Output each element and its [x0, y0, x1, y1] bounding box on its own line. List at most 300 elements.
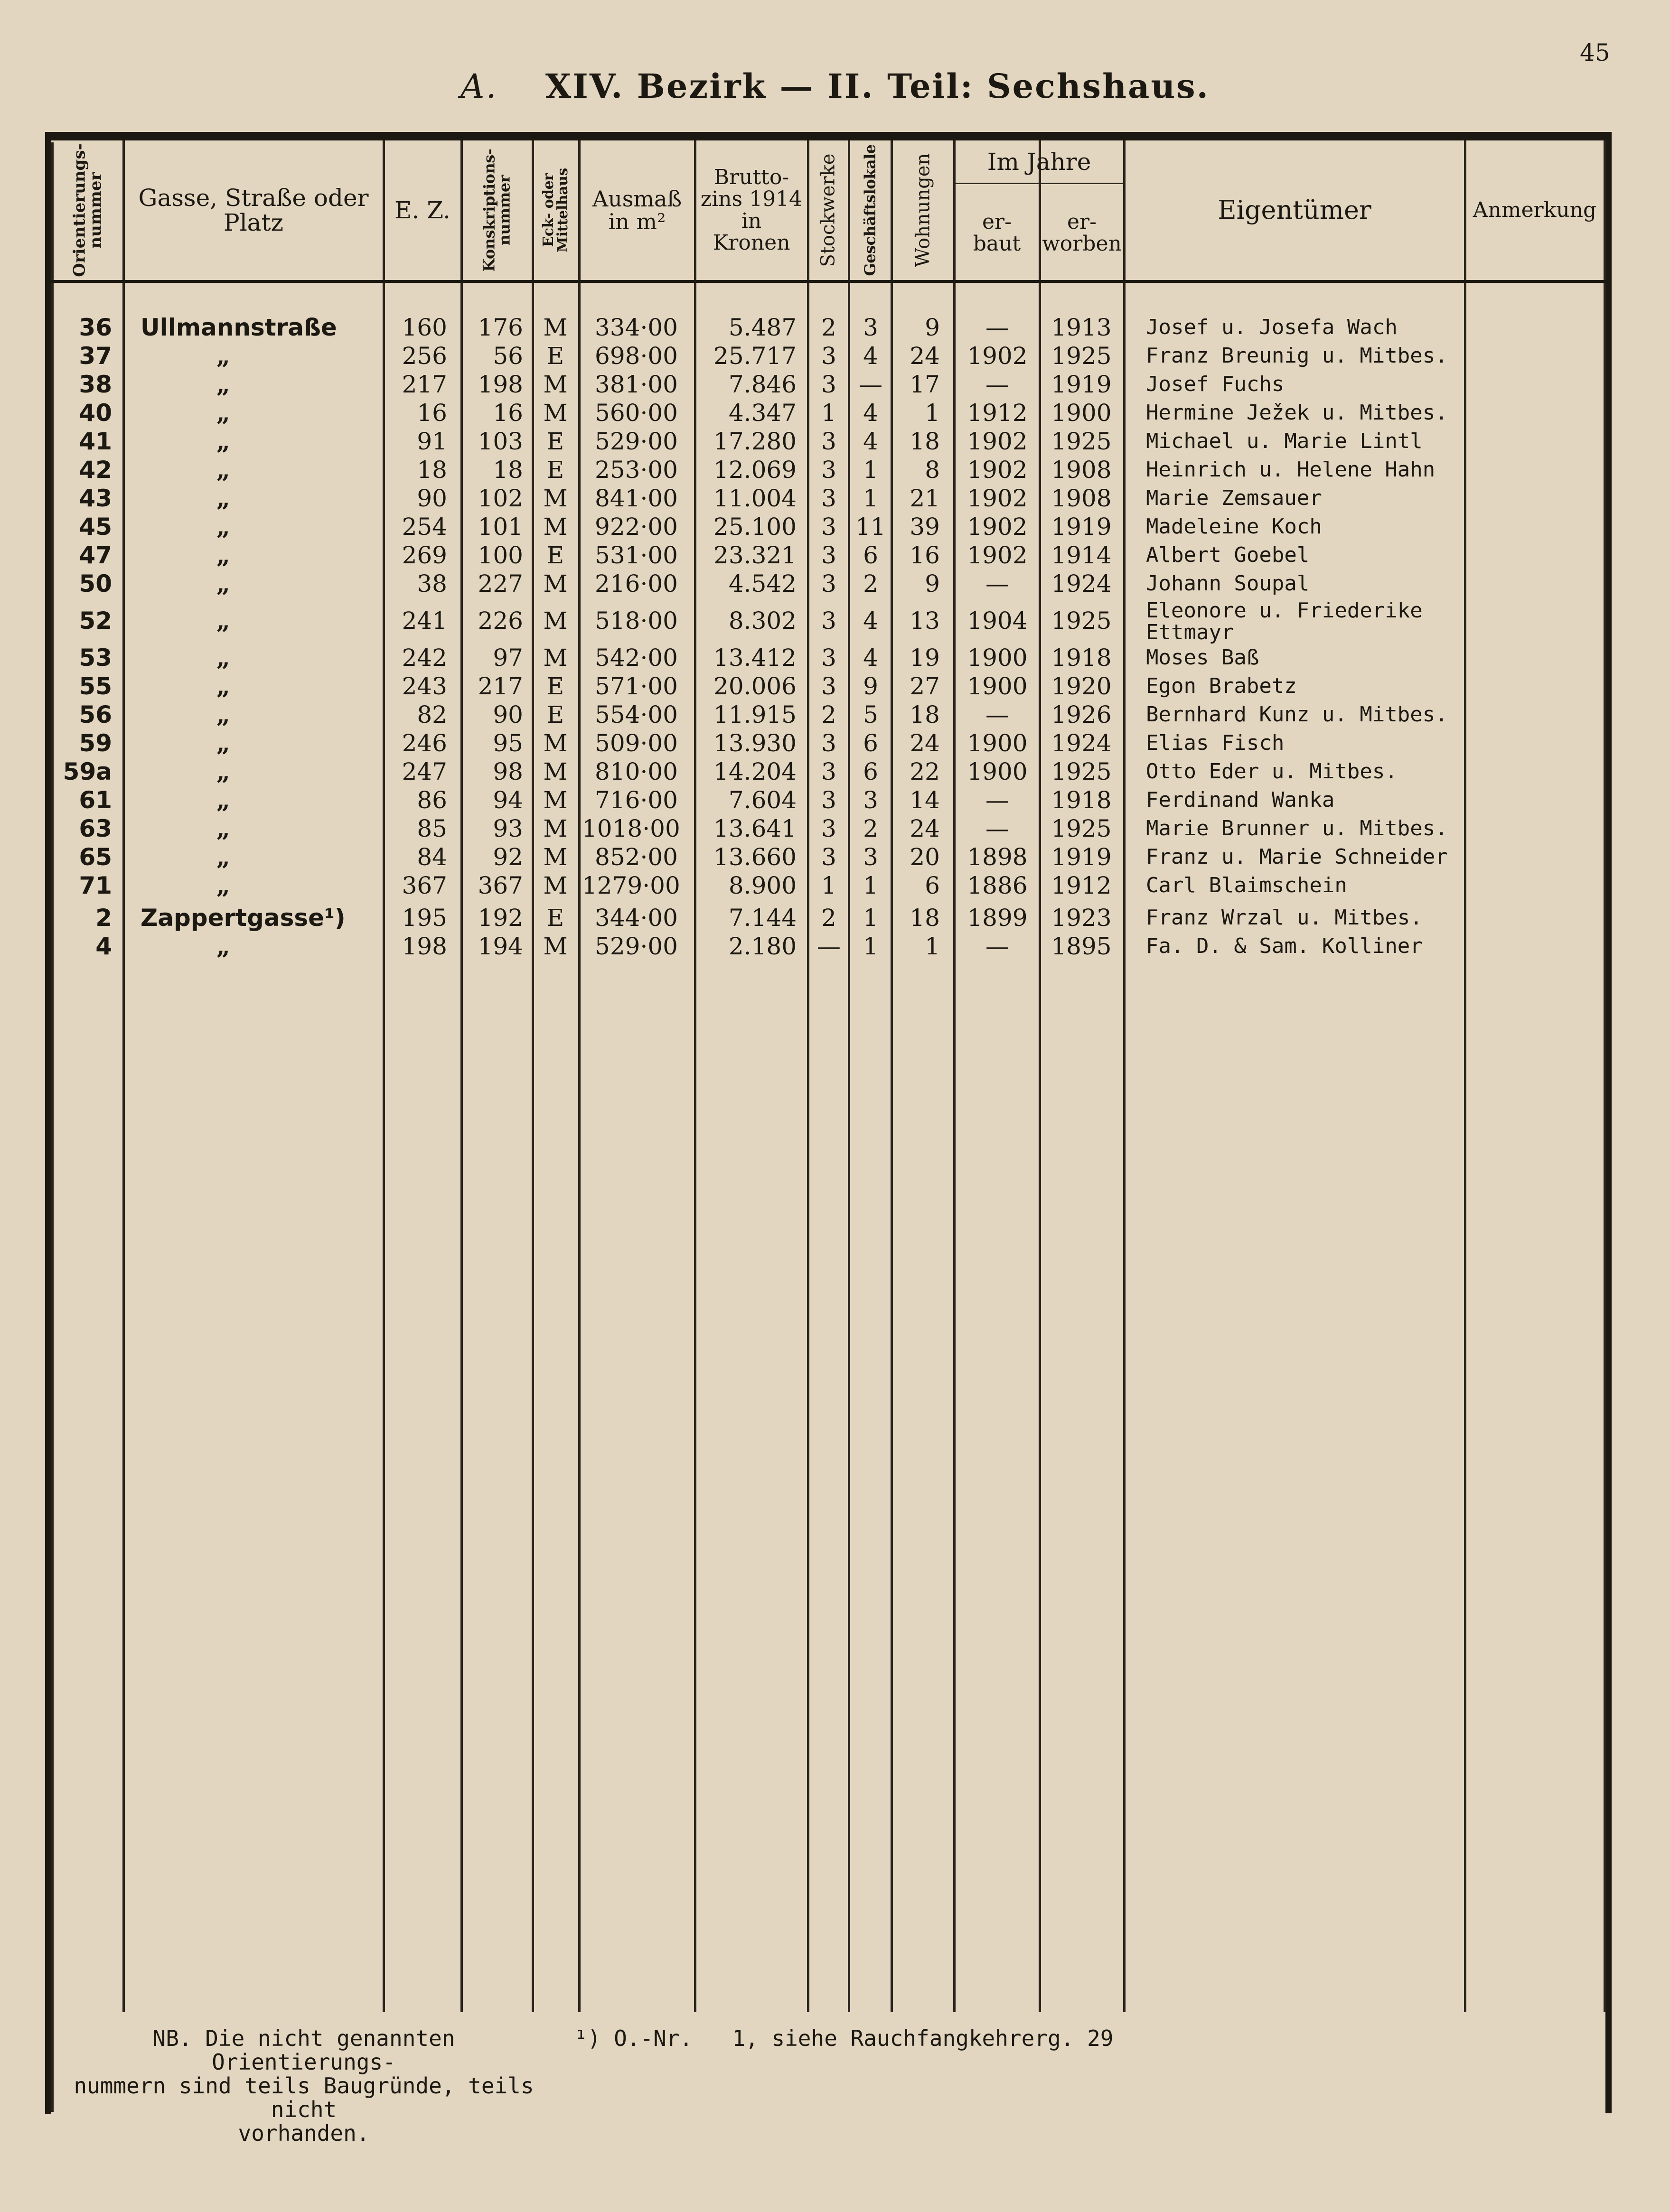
- cell-ez: 247: [402, 758, 447, 785]
- cell-kn: 56: [493, 342, 523, 370]
- cell-zins: 25.717: [713, 342, 797, 370]
- cell-erbaut: 1886: [967, 872, 1028, 899]
- cell-erbaut: 1902: [967, 456, 1028, 484]
- table-row: [0, 342, 1670, 370]
- cell-erbaut: 1902: [967, 485, 1028, 512]
- cell-onr: 4: [95, 933, 112, 960]
- cell-kn: 93: [493, 815, 523, 842]
- cell-wo: 19: [910, 644, 940, 672]
- cell-area: 216·00: [595, 570, 678, 597]
- table-row: [0, 814, 1670, 843]
- cell-wo: 13: [910, 607, 940, 635]
- cell-ez: 90: [417, 485, 447, 512]
- cell-area: 542·00: [595, 644, 678, 672]
- cell-area: 922·00: [595, 513, 678, 541]
- cell-st: —: [817, 933, 841, 960]
- cell-street: „: [216, 871, 230, 899]
- cell-gl: 1: [863, 456, 878, 484]
- cell-area: 841·00: [595, 485, 678, 512]
- cell-erworben: 1925: [1051, 758, 1112, 785]
- cell-em: M: [543, 314, 568, 341]
- cell-kn: 95: [493, 729, 523, 757]
- cell-kn: 217: [478, 672, 523, 700]
- cell-owner: Albert Goebel: [1146, 543, 1310, 567]
- cell-owner: Ferdinand Wanka: [1146, 788, 1335, 812]
- cell-erworben: 1913: [1051, 314, 1112, 341]
- cell-st: 3: [821, 342, 836, 370]
- cell-erbaut: 1898: [967, 843, 1028, 871]
- cell-kn: 98: [493, 758, 523, 785]
- cell-zins: 11.915: [713, 701, 797, 728]
- cell-erbaut: —: [985, 815, 1009, 842]
- cell-st: 1: [821, 872, 836, 899]
- cell-wo: 18: [910, 904, 940, 932]
- cell-onr: 43: [79, 485, 112, 512]
- cell-em: M: [543, 570, 568, 597]
- cell-ez: 91: [417, 428, 447, 455]
- cell-zins: 5.487: [728, 314, 797, 341]
- cell-owner: Marie Brunner u. Mitbes.: [1146, 816, 1448, 840]
- cell-erworben: 1925: [1051, 342, 1112, 370]
- cell-area: 531·00: [595, 541, 678, 569]
- cell-street: „: [216, 484, 230, 512]
- header-bruttozins: Brutto- zins 1914 in Kronen: [700, 165, 803, 255]
- cell-onr: 45: [79, 513, 112, 541]
- cell-kn: 97: [493, 644, 523, 672]
- cell-owner: Franz u. Marie Schneider: [1146, 845, 1448, 869]
- cell-street: „: [216, 757, 230, 785]
- cell-owner: Carl Blaimschein: [1146, 873, 1347, 897]
- page-title: [0, 66, 1670, 106]
- cell-em: E: [546, 456, 564, 484]
- cell-erbaut: 1902: [967, 513, 1028, 541]
- cell-gl: 3: [863, 786, 878, 814]
- cell-zins: 4.542: [728, 570, 797, 597]
- table-row: [0, 427, 1670, 456]
- cell-em: M: [543, 607, 568, 635]
- cell-area: 716·00: [595, 786, 678, 814]
- footnote-ref: ¹) O.-Nr. 1, siehe Rauchfangkehrerg. 29: [574, 2025, 1114, 2051]
- table-row: [0, 598, 1670, 644]
- cell-st: 3: [821, 485, 836, 512]
- table-row: [0, 932, 1670, 961]
- cell-erworben: 1925: [1051, 607, 1112, 635]
- cell-gl: 6: [863, 758, 878, 785]
- table-row: [0, 370, 1670, 399]
- cell-wo: 21: [910, 485, 940, 512]
- cell-onr: 56: [79, 701, 112, 728]
- cell-owner: Franz Wrzal u. Mitbes.: [1146, 905, 1423, 930]
- cell-wo: 18: [910, 701, 940, 728]
- cell-erbaut: —: [985, 933, 1009, 960]
- cell-gl: 11: [855, 513, 886, 541]
- cell-ez: 82: [417, 701, 447, 728]
- cell-onr: 40: [79, 399, 112, 427]
- cell-ez: 269: [402, 541, 447, 569]
- cell-erbaut: 1902: [967, 342, 1028, 370]
- cell-ez: 160: [402, 314, 447, 341]
- cell-erworben: 1925: [1051, 815, 1112, 842]
- cell-erbaut: 1899: [967, 904, 1028, 932]
- cell-zins: 13.641: [713, 815, 797, 842]
- table-row: [0, 871, 1670, 900]
- header-bottom-line: [51, 280, 1608, 283]
- cell-zins: 14.204: [713, 758, 797, 785]
- cell-kn: 16: [493, 399, 523, 427]
- cell-em: M: [543, 371, 568, 398]
- cell-ez: 246: [402, 729, 447, 757]
- cell-owner: Marie Zemsauer: [1146, 486, 1322, 510]
- header-eck-mittelhaus: Eck- oder Mittelhaus: [540, 168, 572, 252]
- cell-area: 509·00: [595, 729, 678, 757]
- cell-erworben: 1908: [1051, 485, 1112, 512]
- cell-zins: 2.180: [728, 933, 797, 960]
- cell-st: 3: [821, 758, 836, 785]
- cell-erbaut: —: [985, 786, 1009, 814]
- cell-wo: 14: [910, 786, 940, 814]
- cell-onr: 41: [79, 428, 112, 455]
- cell-st: 1: [821, 399, 836, 427]
- cell-kn: 194: [478, 933, 523, 960]
- cell-st: 3: [821, 672, 836, 700]
- table-row: [0, 729, 1670, 757]
- table-row: [0, 456, 1670, 484]
- cell-ez: 243: [402, 672, 447, 700]
- header-erbaut: er- baut: [973, 209, 1021, 256]
- cell-zins: 13.412: [713, 644, 797, 672]
- cell-wo: 9: [925, 570, 940, 597]
- cell-kn: 92: [493, 843, 523, 871]
- cell-zins: 23.321: [713, 541, 797, 569]
- cell-erbaut: —: [985, 570, 1009, 597]
- cell-ez: 18: [417, 456, 447, 484]
- cell-st: 3: [821, 786, 836, 814]
- cell-wo: 24: [910, 729, 940, 757]
- cell-em: M: [543, 399, 568, 427]
- cell-zins: 17.280: [713, 428, 797, 455]
- cell-gl: 4: [863, 428, 878, 455]
- cell-ez: 86: [417, 786, 447, 814]
- cell-area: 554·00: [595, 701, 678, 728]
- cell-zins: 13.660: [713, 843, 797, 871]
- cell-onr: 36: [79, 314, 112, 341]
- cell-onr: 47: [79, 541, 112, 569]
- cell-area: 529·00: [595, 428, 678, 455]
- cell-gl: 4: [863, 644, 878, 672]
- cell-onr: 38: [79, 371, 112, 398]
- cell-em: E: [546, 428, 564, 455]
- cell-street: „: [216, 342, 230, 370]
- cell-gl: —: [859, 371, 882, 398]
- cell-gl: 6: [863, 541, 878, 569]
- cell-gl: 4: [863, 342, 878, 370]
- cell-st: 3: [821, 541, 836, 569]
- cell-area: 529·00: [595, 933, 678, 960]
- header-wohnungen: Wohnungen: [912, 153, 934, 268]
- cell-kn: 18: [493, 456, 523, 484]
- cell-ez: 38: [417, 570, 447, 597]
- cell-wo: 9: [925, 314, 940, 341]
- cell-onr: 63: [79, 815, 112, 842]
- title-text: XIV. Bezirk — II. Teil: Sechshaus.: [545, 66, 1210, 106]
- cell-gl: 2: [863, 570, 878, 597]
- cell-wo: 17: [910, 371, 940, 398]
- cell-area: 381·00: [595, 371, 678, 398]
- cell-onr: 55: [79, 672, 112, 700]
- cell-zins: 13.930: [713, 729, 797, 757]
- cell-em: M: [543, 513, 568, 541]
- table-row: [0, 513, 1670, 541]
- table-row: [0, 399, 1670, 427]
- cell-street: „: [216, 700, 230, 728]
- cell-st: 2: [821, 904, 836, 932]
- header-ausmass: Ausmaß in m²: [592, 186, 682, 234]
- cell-ez: 198: [402, 933, 447, 960]
- cell-wo: 22: [910, 758, 940, 785]
- cell-ez: 254: [402, 513, 447, 541]
- cell-zins: 12.069: [713, 456, 797, 484]
- cell-ez: 16: [417, 399, 447, 427]
- cell-st: 2: [821, 314, 836, 341]
- cell-kn: 103: [478, 428, 523, 455]
- table-row: [0, 672, 1670, 700]
- cell-kn: 94: [493, 786, 523, 814]
- table-row: [0, 541, 1670, 569]
- cell-street: „: [216, 644, 230, 672]
- cell-kn: 367: [478, 872, 523, 899]
- cell-erworben: 1919: [1051, 371, 1112, 398]
- cell-erworben: 1895: [1051, 933, 1112, 960]
- cell-street: „: [216, 427, 230, 455]
- frame-bottom-edge: [45, 2012, 51, 2114]
- cell-street: „: [216, 513, 230, 541]
- cell-erbaut: 1900: [967, 729, 1028, 757]
- cell-kn: 176: [478, 314, 523, 341]
- cell-wo: 18: [910, 428, 940, 455]
- cell-street: „: [216, 607, 230, 635]
- header-im-jahre: Im Jahre: [987, 148, 1091, 176]
- header-stockwerke: Stockwerke: [817, 153, 840, 267]
- cell-owner: Johann Soupal: [1146, 571, 1310, 596]
- cell-kn: 192: [478, 904, 523, 932]
- cell-zins: 8.900: [728, 872, 797, 899]
- cell-owner: Franz Breunig u. Mitbes.: [1146, 344, 1448, 368]
- cell-gl: 1: [863, 904, 878, 932]
- cell-street: „: [216, 456, 230, 484]
- cell-ez: 256: [402, 342, 447, 370]
- cell-gl: 5: [863, 701, 878, 728]
- cell-erworben: 1925: [1051, 428, 1112, 455]
- cell-ez: 367: [402, 872, 447, 899]
- cell-erbaut: 1902: [967, 541, 1028, 569]
- header-ez: E. Z.: [394, 196, 451, 224]
- cell-area: 810·00: [595, 758, 678, 785]
- cell-gl: 4: [863, 399, 878, 427]
- cell-st: 3: [821, 729, 836, 757]
- cell-wo: 24: [910, 342, 940, 370]
- cell-st: 3: [821, 456, 836, 484]
- cell-owner: Otto Eder u. Mitbes.: [1146, 759, 1398, 784]
- cell-wo: 1: [925, 399, 940, 427]
- cell-owner: Madeleine Koch: [1146, 514, 1322, 539]
- cell-st: 3: [821, 371, 836, 398]
- cell-erworben: 1924: [1051, 729, 1112, 757]
- cell-wo: 27: [910, 672, 940, 700]
- cell-erworben: 1912: [1051, 872, 1112, 899]
- header-geschaeftslokale: Geschäftslokale: [861, 144, 880, 276]
- cell-street: Ullmannstraße: [141, 314, 337, 341]
- cell-st: 3: [821, 644, 836, 672]
- cell-zins: 7.604: [728, 786, 797, 814]
- cell-st: 2: [821, 701, 836, 728]
- cell-street: „: [216, 569, 230, 597]
- cell-erbaut: 1900: [967, 644, 1028, 672]
- cell-st: 3: [821, 815, 836, 842]
- cell-kn: 102: [478, 485, 523, 512]
- cell-erbaut: 1900: [967, 672, 1028, 700]
- table-row: [0, 843, 1670, 871]
- cell-kn: 101: [478, 513, 523, 541]
- section-label: A.: [460, 67, 498, 106]
- cell-erworben: 1908: [1051, 456, 1112, 484]
- cell-erworben: 1918: [1051, 786, 1112, 814]
- cell-em: E: [546, 904, 564, 932]
- table-row: [0, 313, 1670, 342]
- cell-street: „: [216, 814, 230, 842]
- cell-ez: 217: [402, 371, 447, 398]
- header-erworben: er- worben: [1042, 209, 1122, 256]
- cell-gl: 1: [863, 485, 878, 512]
- cell-gl: 2: [863, 815, 878, 842]
- cell-ez: 241: [402, 607, 447, 635]
- cell-ez: 85: [417, 815, 447, 842]
- cell-st: 3: [821, 513, 836, 541]
- cell-kn: 100: [478, 541, 523, 569]
- cell-area: 253·00: [595, 456, 678, 484]
- header-orientierungsnummer: Orientierungs- nummer: [70, 143, 105, 277]
- cell-zins: 11.004: [713, 485, 797, 512]
- cell-area: 1018·00: [582, 815, 680, 842]
- cell-erbaut: —: [985, 371, 1009, 398]
- cell-street: „: [216, 370, 230, 398]
- cell-erworben: 1914: [1051, 541, 1112, 569]
- cell-onr: 65: [79, 843, 112, 871]
- cell-gl: 9: [863, 672, 878, 700]
- cell-em: M: [543, 872, 568, 899]
- cell-gl: 6: [863, 729, 878, 757]
- cell-em: E: [546, 541, 564, 569]
- footnote-nb: NB. Die nicht genannten Orientierungs- nummern sind teils Baugründe, teils nicht vorhanden.: [74, 2025, 534, 2146]
- cell-kn: 198: [478, 371, 523, 398]
- cell-onr: 37: [79, 342, 112, 370]
- cell-zins: 4.347: [728, 399, 797, 427]
- cell-em: M: [543, 933, 568, 960]
- cell-erworben: 1919: [1051, 513, 1112, 541]
- cell-st: 3: [821, 428, 836, 455]
- cell-owner: Moses Baß: [1146, 645, 1259, 670]
- table-row: [0, 484, 1670, 513]
- cell-onr: 52: [79, 607, 112, 635]
- cell-area: 852·00: [595, 843, 678, 871]
- cell-owner: Bernhard Kunz u. Mitbes.: [1146, 702, 1448, 727]
- cell-em: M: [543, 786, 568, 814]
- cell-gl: 3: [863, 843, 878, 871]
- cell-erworben: 1918: [1051, 644, 1112, 672]
- cell-wo: 20: [910, 843, 940, 871]
- cell-em: M: [543, 758, 568, 785]
- cell-owner: Josef u. Josefa Wach: [1146, 315, 1398, 339]
- cell-erbaut: —: [985, 314, 1009, 341]
- cell-erworben: 1919: [1051, 843, 1112, 871]
- cell-em: M: [543, 843, 568, 871]
- cell-ez: 242: [402, 644, 447, 672]
- cell-street: „: [216, 672, 230, 700]
- cell-kn: 227: [478, 570, 523, 597]
- cell-gl: 3: [863, 314, 878, 341]
- cell-onr: 2: [95, 904, 112, 932]
- cell-erworben: 1923: [1051, 904, 1112, 932]
- cell-kn: 90: [493, 701, 523, 728]
- cell-area: 571·00: [595, 672, 678, 700]
- cell-em: M: [543, 644, 568, 672]
- cell-wo: 24: [910, 815, 940, 842]
- cell-street: „: [216, 729, 230, 757]
- header-konskriptionsnummer: Konskriptions- nummer: [480, 149, 514, 272]
- table-row: [0, 569, 1670, 598]
- cell-onr: 59a: [63, 758, 112, 785]
- table-row: [0, 786, 1670, 814]
- table-row: [0, 904, 1670, 932]
- header-eigentuemer: Eigentümer: [1218, 195, 1371, 225]
- cell-erbaut: 1902: [967, 428, 1028, 455]
- cell-zins: 25.100: [713, 513, 797, 541]
- cell-erbaut: —: [985, 701, 1009, 728]
- cell-owner: Michael u. Marie Lintl: [1146, 429, 1423, 453]
- cell-owner: Hermine Ježek u. Mitbes.: [1146, 401, 1448, 425]
- cell-onr: 59: [79, 729, 112, 757]
- cell-em: M: [543, 815, 568, 842]
- cell-street: „: [216, 932, 230, 960]
- table-row: [0, 644, 1670, 672]
- cell-em: E: [546, 672, 564, 700]
- cell-erworben: 1900: [1051, 399, 1112, 427]
- cell-owner: Fa. D. & Sam. Kolliner: [1146, 934, 1423, 958]
- cell-onr: 50: [79, 570, 112, 597]
- cell-kn: 226: [478, 607, 523, 635]
- cell-onr: 61: [79, 786, 112, 814]
- header-anmerkung: Anmerkung: [1473, 197, 1597, 222]
- cell-area: 560·00: [595, 399, 678, 427]
- cell-ez: 84: [417, 843, 447, 871]
- cell-erworben: 1920: [1051, 672, 1112, 700]
- table-row: [0, 757, 1670, 786]
- cell-owner: Eleonore u. Friederike Ettmayr: [1146, 598, 1423, 644]
- cell-owner: Elias Fisch: [1146, 731, 1285, 755]
- cell-street: „: [216, 843, 230, 871]
- cell-onr: 71: [79, 872, 112, 899]
- cell-wo: 16: [910, 541, 940, 569]
- cell-wo: 39: [910, 513, 940, 541]
- cell-owner: Josef Fuchs: [1146, 372, 1285, 396]
- cell-onr: 53: [79, 644, 112, 672]
- header-gasse: Gasse, Straße oder Platz: [138, 184, 369, 236]
- cell-wo: 8: [925, 456, 940, 484]
- cell-owner: Heinrich u. Helene Hahn: [1146, 457, 1435, 482]
- cell-area: 698·00: [595, 342, 678, 370]
- cell-area: 344·00: [595, 904, 678, 932]
- cell-em: M: [543, 485, 568, 512]
- cell-erbaut: 1900: [967, 758, 1028, 785]
